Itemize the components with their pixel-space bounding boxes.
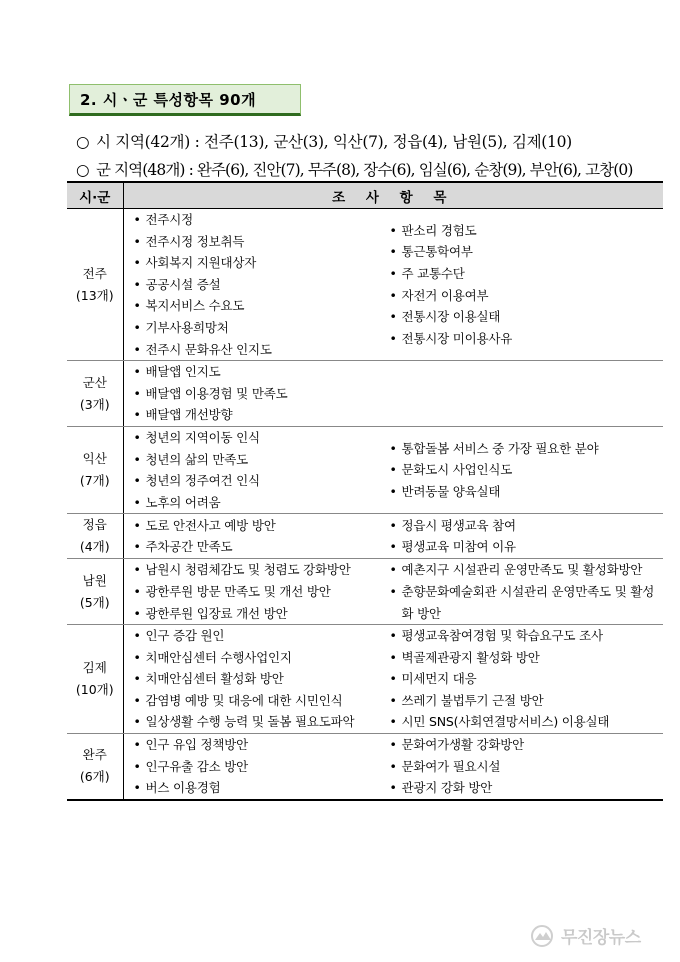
list-item: • 치매안심센터 활성화 방안: [132, 668, 386, 690]
list-item: • 배달앱 개선방향: [132, 404, 386, 426]
city-name: 군산: [82, 374, 107, 390]
list-item: • 남원시 청렴체감도 및 청렴도 강화방안: [132, 559, 386, 581]
table-row: [67, 734, 663, 800]
item-count: (6개): [79, 769, 110, 785]
item-count: (5개): [79, 594, 110, 610]
city-name: 김제: [82, 660, 107, 676]
list-item: • 버스 이용경험: [132, 777, 386, 799]
list-item: • 일상생활 수행 능력 및 돌봄 필요도파악: [132, 711, 386, 733]
summary-county-text: 군 지역(48개) : 완주(6), 진안(7), 무주(8), 장수(6), 임실(6), 순창(9), 부안(6), 고창(0): [96, 161, 633, 179]
item-count: (7개): [79, 473, 110, 489]
list-item: • 주 교통수단: [388, 263, 664, 285]
list-item: • 노후의 어려움: [132, 492, 386, 514]
list-item: • 복지서비스 수요도: [132, 295, 386, 317]
list-item: • 관광지 강화 방안: [388, 777, 664, 799]
list-item: • 평생교육참여경험 및 학습요구도 조사: [388, 625, 664, 647]
items-cell: [123, 361, 663, 427]
city-name: 완주: [82, 747, 107, 763]
list-item: • 전주시 문화유산 인지도: [132, 339, 386, 361]
item-list: [388, 734, 664, 799]
item-list: [388, 220, 664, 350]
list-item: • 시민 SNS(사회연결망서비스) 이용실태: [388, 711, 664, 733]
list-item: • 청년의 지역이동 인식: [132, 427, 386, 449]
right-column: [386, 734, 664, 799]
circle-bullet-icon: ○: [76, 133, 90, 151]
summary-city-text: 시 지역(42개) : 전주(13), 군산(3), 익산(7), 정읍(4), 남원(5), 김제(10): [96, 133, 572, 151]
section-title: 2. 시ㆍ군 특성항목 90개: [69, 84, 301, 116]
list-item: • 인구 유입 정책방안: [132, 734, 386, 756]
list-item: • 사회복지 지원대상자: [132, 252, 386, 274]
right-column: [386, 427, 664, 513]
list-item: • 미세먼지 대응: [388, 668, 664, 690]
list-item: • 정읍시 평생교육 참여: [388, 515, 664, 537]
table-row: [67, 559, 663, 625]
list-item: • 도로 안전사고 예방 방안: [132, 515, 386, 537]
list-item: • 광한루원 입장료 개선 방안: [132, 603, 386, 625]
table-row: [67, 426, 663, 513]
table-row: [67, 209, 663, 361]
list-item: • 인구유출 감소 방안: [132, 756, 386, 778]
list-item: • 기부사용희망처: [132, 317, 386, 339]
item-list: [132, 427, 386, 513]
list-item: • 문화도시 사업인식도: [388, 459, 664, 481]
survey-items-table: [67, 181, 663, 801]
item-list: [132, 625, 386, 733]
list-item: • 통근통학여부: [388, 241, 664, 263]
list-item: • 쓰레기 불법투기 근절 방안: [388, 690, 664, 712]
items-cell: [123, 559, 663, 625]
left-column: [124, 209, 386, 360]
table-body: [67, 209, 663, 800]
watermark-logo-icon: [531, 925, 557, 947]
city-cell: [67, 514, 123, 559]
table-row: [67, 514, 663, 559]
right-column: [386, 625, 664, 733]
list-item: • 인구 증감 원인: [132, 625, 386, 647]
left-column: [124, 427, 386, 513]
list-item: • 춘향문화예술회관 시설관리 운영만족도 및 활성화 방안: [388, 581, 664, 624]
summary-county-line: [76, 158, 633, 180]
item-list: [132, 361, 386, 426]
item-list: [388, 438, 664, 503]
list-item: • 예촌지구 시설관리 운영만족도 및 활성화방안: [388, 559, 664, 581]
city-cell: [67, 625, 123, 734]
list-item: • 문화여가생활 강화방안: [388, 734, 664, 756]
table-row: [67, 361, 663, 427]
item-list: [388, 515, 664, 558]
list-item: • 주차공간 만족도: [132, 536, 386, 558]
item-list: [132, 515, 386, 558]
items-cell: [123, 514, 663, 559]
item-list: [132, 559, 386, 624]
items-cell: [123, 734, 663, 800]
item-count: (3개): [79, 396, 110, 412]
item-list: [132, 734, 386, 799]
items-cell: [123, 625, 663, 734]
list-item: • 반려동물 양육실태: [388, 481, 664, 503]
items-cell: [123, 426, 663, 513]
item-count: (10개): [75, 682, 114, 698]
item-list: [388, 625, 664, 733]
list-item: • 청년의 삶의 만족도: [132, 449, 386, 471]
list-item: • 판소리 경험도: [388, 220, 664, 242]
city-cell: [67, 426, 123, 513]
table-header-row: [67, 182, 663, 209]
list-item: • 배달앱 인지도: [132, 361, 386, 383]
header-city: 시·군: [67, 182, 123, 209]
left-column: [124, 361, 386, 426]
list-item: • 통합돌봄 서비스 중 가장 필요한 분야: [388, 438, 664, 460]
list-item: • 전주시정 정보취득: [132, 231, 386, 253]
list-item: • 청년의 정주여건 인식: [132, 470, 386, 492]
list-item: • 문화여가 필요시설: [388, 756, 664, 778]
city-cell: [67, 361, 123, 427]
list-item: • 전통시장 이용실태: [388, 306, 664, 328]
left-column: [124, 515, 386, 558]
table-row: [67, 625, 663, 734]
items-cell: [123, 209, 663, 361]
list-item: • 감염병 예방 및 대응에 대한 시민인식: [132, 690, 386, 712]
city-name: 정읍: [82, 517, 107, 533]
left-column: [124, 625, 386, 733]
city-cell: [67, 734, 123, 800]
city-name: 남원: [82, 572, 107, 588]
header-items: 조 사 항 목: [123, 182, 663, 209]
city-name: 익산: [82, 451, 107, 467]
list-item: • 치매안심센터 수행사업인지: [132, 647, 386, 669]
list-item: • 벽골제관광지 활성화 방안: [388, 647, 664, 669]
right-column: [386, 559, 664, 624]
list-item: • 전주시정: [132, 209, 386, 231]
item-list: [132, 209, 386, 360]
list-item: • 배달앱 이용경험 및 만족도: [132, 383, 386, 405]
city-cell: [67, 559, 123, 625]
item-count: (13개): [75, 287, 114, 303]
right-column: [386, 515, 664, 558]
city-name: 전주: [82, 265, 107, 281]
list-item: • 공공시설 증설: [132, 274, 386, 296]
item-count: (4개): [79, 539, 110, 555]
watermark-text: 무진장뉴스: [561, 928, 641, 948]
list-item: • 자전거 이용여부: [388, 285, 664, 307]
list-item: • 광한루원 방문 만족도 및 개선 방안: [132, 581, 386, 603]
watermark: [531, 923, 641, 948]
left-column: [124, 734, 386, 799]
circle-bullet-icon: ○: [76, 161, 89, 179]
left-column: [124, 559, 386, 624]
item-list: [388, 559, 664, 624]
list-item: • 평생교육 미참여 이유: [388, 536, 664, 558]
right-column: [386, 361, 664, 426]
right-column: [386, 209, 664, 360]
summary-city-line: [76, 130, 572, 152]
city-cell: [67, 209, 123, 361]
list-item: • 전통시장 미이용사유: [388, 328, 664, 350]
